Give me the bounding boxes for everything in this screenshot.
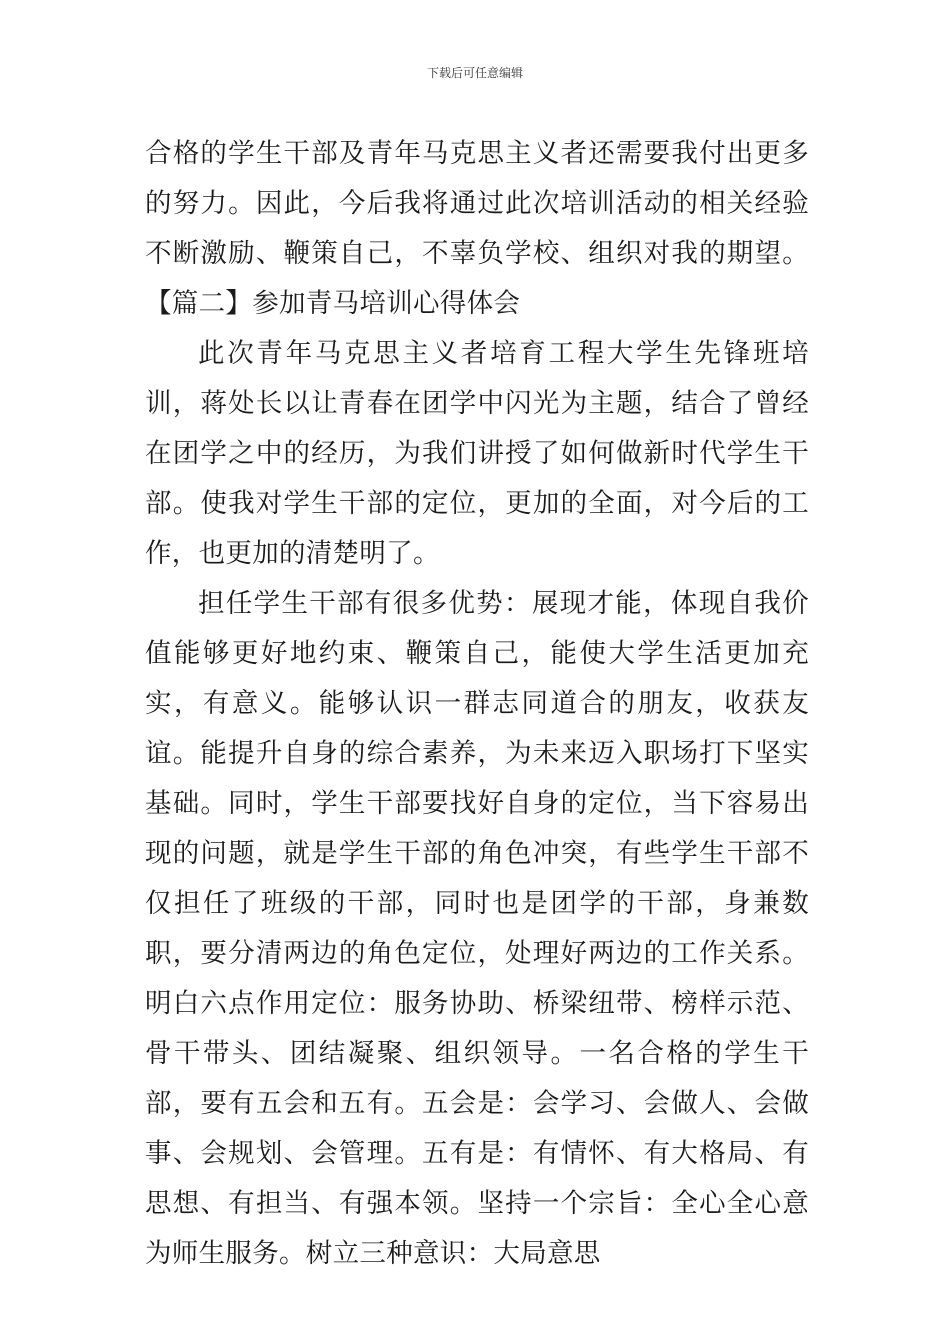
paragraph-3: 担任学生干部有很多优势：展现才能，体现自我价值能够更好地约束、鞭策自己，能使大学生活更加充实，有意义。能够认识一群志同道合的朋友，收获友谊。能提升自身的综合素养，为未来迈入职场打下坚实基础。同时，学生干部要找好自身的定位，当下容易出现的问题，就是学生干部的角色冲突，有些学生干部不仅担任了班级的干部，同时也是团学的干部，身兼数职，要分清两边的角色定位，处理好两边的工作关系。明白六点作用定位：服务协助、桥梁纽带、榜样示范、骨干带头、团结凝聚、组织领导。一名合格的学生干部，要有五会和五有。五会是：会学习、会做人、会做事、会规划、会管理。五有是：有情怀、有大格局、有思想、有担当、有强本领。坚持一个宗旨：全心全心意为师生服务。树立三种意识：大局意思 <box>145 588 809 1269</box>
document-body <box>145 129 809 1279</box>
paragraph-2: 此次青年马克思主义者培育工程大学生先锋班培训，蒋处长以让青春在团学中闪光为主题，结合了曾经在团学之中的经历，为我们讲授了如何做新时代学生干部。使我对学生干部的定位，更加的全面，对今后的工作，也更加的清楚明了。 <box>145 338 809 569</box>
page-header-note: 下载后可任意编辑 <box>426 66 523 80</box>
paragraph-1: 合格的学生干部及青年马克思主义者还需要我付出更多的努力。因此，今后我将通过此次培训活动的相关经验不断激励、鞭策自己，不辜负学校、组织对我的期望。【篇二】参加青马培训心得体会 <box>145 138 809 319</box>
